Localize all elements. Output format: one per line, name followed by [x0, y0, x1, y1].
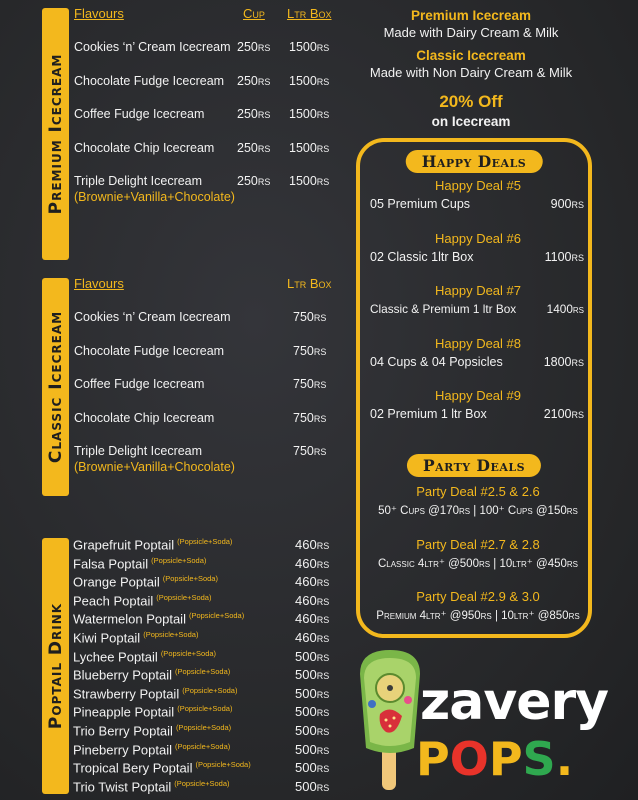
- poptail-item-tag: (Popsicle+Soda): [175, 667, 231, 677]
- classic-item-name: Coffee Fudge Icecream: [74, 377, 205, 391]
- classic-flavours-header: Flavours: [74, 276, 124, 291]
- poptail-item: [73, 574, 330, 590]
- offer-subtext: on Icecream: [431, 114, 511, 129]
- poptail-item-tag: (Popsicle+Soda): [195, 760, 251, 770]
- happy-deal-price: 900rs: [550, 197, 584, 211]
- poptail-item-price: 500rs: [295, 723, 330, 738]
- poptail-item-tag: (Popsicle+Soda): [162, 574, 218, 584]
- poptail-item-name: Strawberry Poptail: [73, 686, 180, 702]
- premium-item-cup-price: 250rs: [237, 140, 271, 155]
- premium-item-ltr-price: 1500rs: [289, 174, 330, 188]
- classic-section-label: Classic Icecream: [45, 310, 66, 464]
- classic-item-ltr-price: 750rs: [293, 310, 327, 324]
- poptail-item: [73, 537, 330, 553]
- happy-deal-price: 2100rs: [543, 407, 584, 421]
- poptail-item-price: 460rs: [295, 611, 330, 627]
- poptail-item-name: Pineapple Poptail: [73, 704, 175, 720]
- premium-item-ltr-price: 1500rs: [289, 107, 330, 121]
- happy-deal-title: Happy Deal #8: [435, 335, 521, 351]
- poptail-item-tag: (Popsicle+Soda): [177, 537, 233, 546]
- brand-pops-letter: P: [488, 732, 523, 786]
- poptail-item-tag: (Popsicle+Soda): [188, 611, 245, 621]
- classic-ltr-header: Ltr Box: [287, 276, 332, 291]
- poptail-item: [73, 723, 330, 739]
- happy-deal-title: Happy Deal #9: [435, 388, 521, 403]
- poptail-item: [73, 741, 330, 757]
- poptail-item-tag: (Popsicle+Soda): [143, 630, 199, 639]
- poptail-item-price: 460rs: [295, 537, 330, 552]
- poptail-section-bar: [42, 538, 69, 794]
- poptail-item-name: Falsa Poptail: [73, 555, 149, 571]
- poptail-item: [73, 611, 330, 627]
- poptail-item: [73, 555, 330, 571]
- poptail-item-tag: (Popsicle+Soda): [182, 685, 238, 695]
- premium-item-name: Chocolate Fudge Icecream: [74, 73, 225, 88]
- premium-item-ltr-price: 1500rs: [289, 140, 330, 155]
- poptail-item-price: 500rs: [295, 760, 330, 776]
- poptail-section-label: Poptail Drink: [45, 602, 66, 730]
- party-deal-title: Party Deal #2.7 & 2.8: [416, 536, 540, 552]
- premium-ltr-header: Ltr Box: [287, 6, 332, 21]
- classic-info-title: Classic Icecream: [416, 48, 526, 63]
- happy-deal-desc: 02 Classic 1ltr Box: [370, 249, 474, 264]
- poptail-item-price: 460rs: [295, 592, 330, 608]
- poptail-item-name: Trio Berry Poptail: [73, 723, 173, 739]
- happy-deal-title: Happy Deal #5: [435, 178, 521, 193]
- brand-pops: [416, 732, 573, 786]
- premium-info-desc: Made with Dairy Cream & Milk: [383, 25, 559, 40]
- happy-deal-price: 1100rs: [544, 249, 584, 264]
- classic-info-desc: Made with Non Dairy Cream & Milk: [369, 65, 573, 80]
- poptail-item: [73, 704, 330, 720]
- poptail-item: [73, 778, 330, 795]
- happy-deal-line: [370, 407, 584, 421]
- poptail-item-tag: (Popsicle+Soda): [156, 592, 212, 602]
- brand-name: zavery: [420, 672, 609, 732]
- brand-logo: [350, 640, 610, 800]
- poptail-item: [73, 760, 330, 776]
- offer-text: 20% Off: [439, 92, 503, 111]
- premium-cup-header: Cup: [243, 6, 265, 21]
- poptail-item-price: 460rs: [295, 630, 330, 645]
- premium-item-cup-price: 250rs: [237, 174, 271, 188]
- party-deal-desc: Classic 4ltr⁺ @500rs | 10ltr⁺ @450rs: [377, 557, 579, 570]
- party-deal-title: Party Deal #2.5 & 2.6: [416, 484, 540, 499]
- poptail-item-name: Watermelon Poptail: [73, 611, 186, 627]
- poptail-item-tag: (Popsicle+Soda): [151, 555, 207, 565]
- poptail-item: [73, 685, 330, 702]
- premium-item-name: Coffee Fudge Icecream: [74, 107, 205, 121]
- poptail-item-name: Grapefruit Poptail: [73, 537, 175, 553]
- happy-deal-desc: Classic & Premium 1 ltr Box: [370, 302, 517, 316]
- happy-deal-desc: 05 Premium Cups: [370, 197, 471, 211]
- premium-item-sub: (Brownie+Vanilla+Chocolate): [74, 190, 235, 204]
- classic-item-ltr-price: 750rs: [293, 410, 327, 425]
- poptail-item-name: Blueberry Poptail: [73, 667, 172, 683]
- classic-item-sub: (Brownie+Vanilla+Chocolate): [74, 460, 235, 474]
- happy-deal-title: Happy Deal #7: [435, 283, 521, 298]
- poptail-item-name: Tropical Bery Poptail: [73, 760, 193, 776]
- poptail-item-tag: (Popsicle+Soda): [174, 778, 230, 788]
- deals-box: [356, 138, 592, 638]
- happy-deal-title: Happy Deal #6: [435, 230, 521, 246]
- poptail-item-name: Peach Poptail: [73, 593, 154, 609]
- poptail-item-price: 500rs: [295, 741, 330, 757]
- premium-item-ltr-price: 1500rs: [289, 73, 330, 88]
- poptail-item-price: 460rs: [295, 574, 330, 590]
- premium-section-label: Premium Icecream: [45, 53, 66, 215]
- brand-pops-letter: O: [449, 732, 489, 786]
- brand-pops-letter: P: [416, 732, 450, 786]
- happy-deal-desc: 04 Cups & 04 Popsicles: [370, 354, 503, 369]
- poptail-item-price: 500rs: [295, 667, 330, 683]
- premium-item-ltr-price: 1500rs: [289, 40, 330, 54]
- party-deal-desc: Premium 4ltr⁺ @950rs | 10ltr⁺ @850rs: [376, 610, 580, 622]
- classic-item-ltr-price: 750rs: [293, 444, 327, 458]
- happy-deal-price: 1400rs: [546, 302, 584, 316]
- party-deal-desc: 50⁺ Cups @170rs | 100⁺ Cups @150rs: [378, 505, 578, 517]
- classic-item-name: Triple Delight Icecream: [74, 444, 203, 458]
- happy-deals-title: Happy Deals: [406, 150, 543, 173]
- brand-pops-letter: .: [555, 732, 574, 786]
- poptail-item-name: Pineberry Poptail: [73, 741, 172, 757]
- premium-item-name: Chocolate Chip Icecream: [74, 140, 215, 155]
- poptail-item-name: Lychee Poptail: [73, 648, 158, 664]
- poptail-item-tag: (Popsicle+Soda): [175, 741, 231, 751]
- party-deals-title: Party Deals: [407, 454, 541, 477]
- poptail-item: [73, 667, 330, 683]
- premium-section-bar: [42, 8, 69, 260]
- poptail-item: [73, 630, 330, 646]
- classic-item-name: Cookies ‘n’ Cream Icecream: [74, 310, 231, 324]
- poptail-item-tag: (Popsicle+Soda): [160, 648, 217, 658]
- poptail-item-price: 500rs: [295, 704, 330, 720]
- premium-item-cup-price: 250rs: [237, 40, 271, 54]
- happy-deal-desc: 02 Premium 1 ltr Box: [370, 407, 487, 421]
- classic-item-ltr-price: 750rs: [293, 343, 327, 358]
- premium-item-cup-price: 250rs: [237, 73, 271, 88]
- happy-deal-line: [370, 250, 584, 264]
- premium-flavours-header: Flavours: [74, 6, 124, 21]
- poptail-item-name: Orange Poptail: [73, 574, 160, 590]
- premium-item-cup-price: 250rs: [237, 107, 271, 121]
- brand-pops-letter: S: [522, 732, 556, 786]
- party-deal-title: Party Deal #2.9 & 3.0: [416, 589, 540, 604]
- classic-item-name: Chocolate Fudge Icecream: [74, 343, 225, 358]
- happy-deal-line: [370, 302, 584, 316]
- poptail-item-price: 500rs: [295, 685, 330, 701]
- poptail-item: [73, 592, 330, 609]
- classic-section-bar: [42, 278, 69, 496]
- poptail-item-price: 460rs: [295, 555, 330, 571]
- classic-item-name: Chocolate Chip Icecream: [74, 410, 215, 425]
- poptail-item-price: 500rs: [295, 648, 330, 664]
- premium-item-name: Cookies ‘n’ Cream Icecream: [74, 40, 231, 54]
- poptail-item: [73, 648, 330, 664]
- happy-deal-line: [370, 355, 584, 369]
- poptail-item-tag: (Popsicle+Soda): [175, 723, 232, 732]
- poptail-item-price: 500rs: [295, 778, 330, 794]
- premium-item-name: Triple Delight Icecream: [74, 174, 203, 188]
- premium-info-title: Premium Icecream: [410, 8, 532, 23]
- classic-item-ltr-price: 750rs: [293, 377, 327, 391]
- poptail-item-name: Trio Twist Poptail: [73, 779, 172, 795]
- poptail-item-tag: (Popsicle+Soda): [177, 704, 233, 714]
- poptail-item-name: Kiwi Poptail: [73, 630, 141, 646]
- happy-deal-price: 1800rs: [543, 354, 584, 369]
- happy-deal-line: [370, 197, 584, 211]
